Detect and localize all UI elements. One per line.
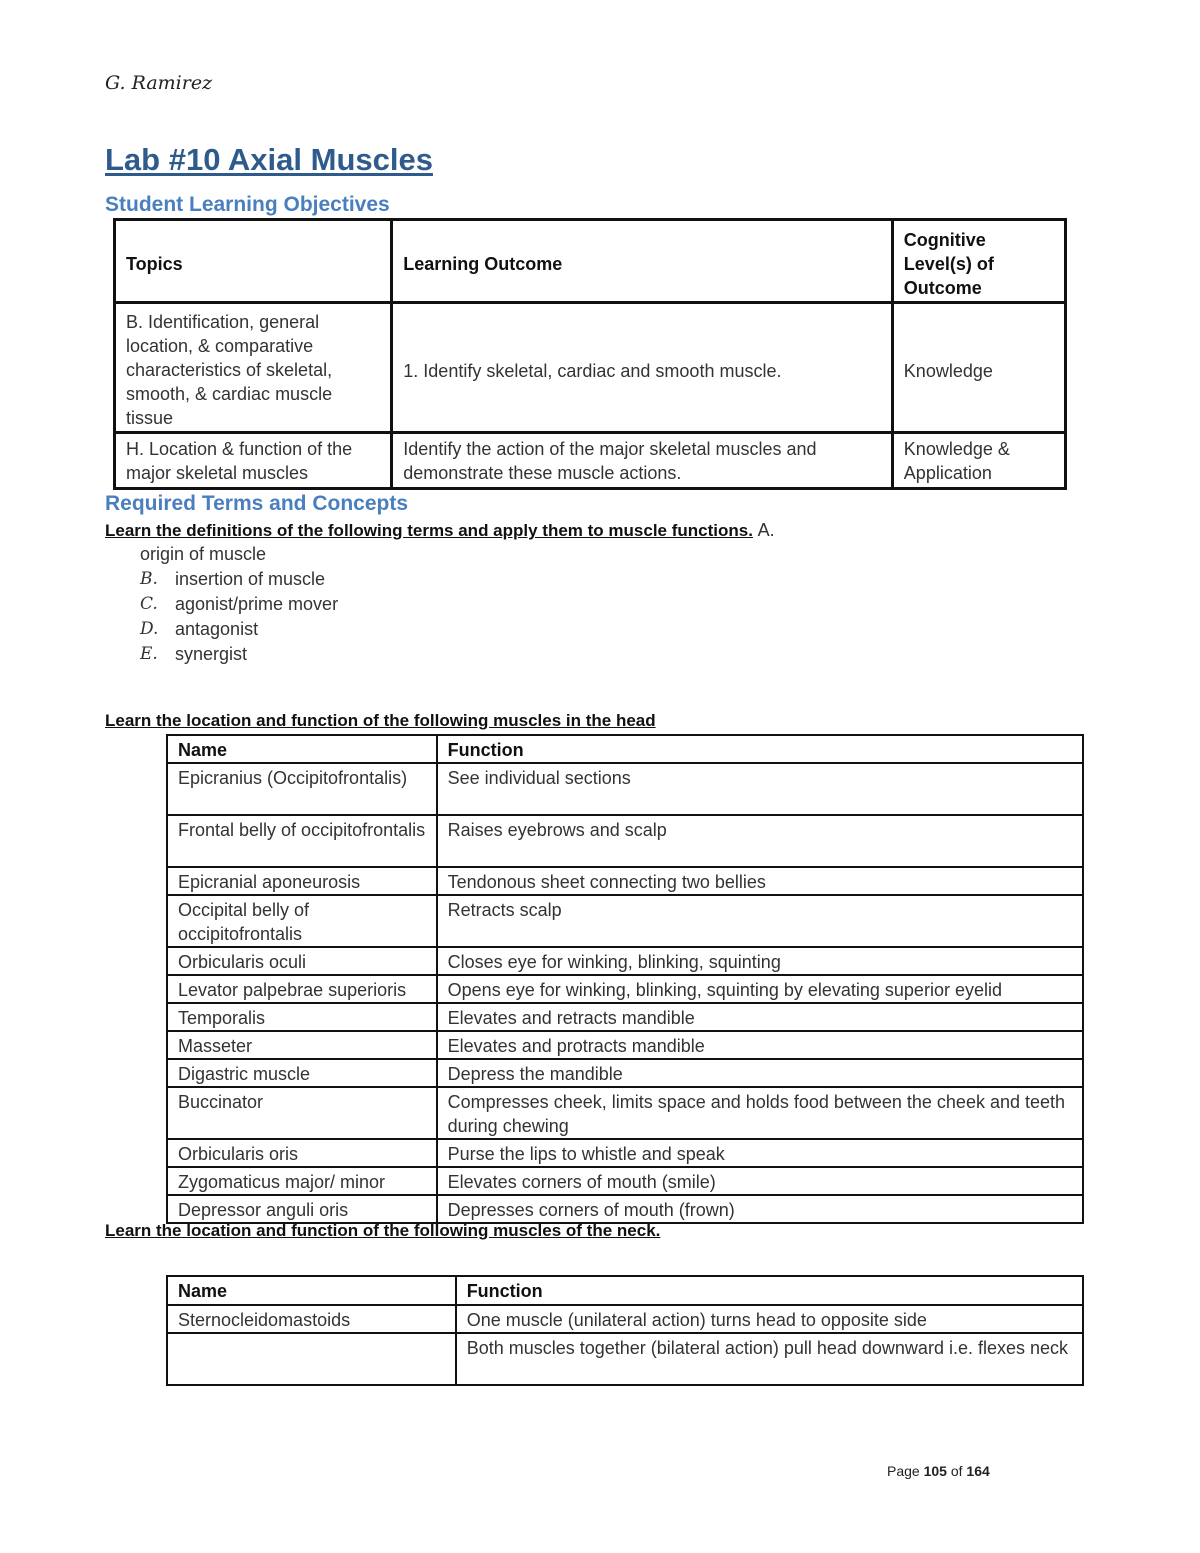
list-letter: D. <box>140 619 159 639</box>
table-cell: Raises eyebrows and scalp <box>437 815 1083 867</box>
table-cell: Purse the lips to whistle and speak <box>437 1139 1083 1167</box>
table-cell: Orbicularis oris <box>167 1139 437 1167</box>
terms-heading: Required Terms and Concepts <box>105 492 409 515</box>
list-item-text: agonist/prime mover <box>175 594 339 614</box>
column-header: Cognitive Level(s) of Outcome <box>892 220 1065 303</box>
table-row <box>115 303 1066 433</box>
table-cell: Tendonous sheet connecting two bellies <box>437 867 1083 895</box>
table-cell: Epicranial aponeurosis <box>167 867 437 895</box>
table-cell: Elevates and protracts mandible <box>437 1031 1083 1059</box>
neck-muscles-instruction: Learn the location and function of the following muscles of the neck. <box>105 1221 661 1240</box>
table-cell: Elevates corners of mouth (smile) <box>437 1167 1083 1195</box>
list-letter: E. <box>140 644 158 664</box>
list-item <box>140 592 338 617</box>
table-cell: Closes eye for winking, blinking, squinting <box>437 947 1083 975</box>
column-header: Topics <box>115 220 392 303</box>
table-cell: Digastric muscle <box>167 1059 437 1087</box>
table-header-row <box>167 735 1083 763</box>
table-cell: Depresses corners of mouth (frown) <box>437 1195 1083 1223</box>
table-cell: One muscle (unilateral action) turns head to opposite side <box>456 1305 1083 1333</box>
table-row <box>167 1139 1083 1167</box>
table-cell: See individual sections <box>437 763 1083 815</box>
list-item <box>140 542 338 567</box>
table-cell: 1. Identify skeletal, cardiac and smooth muscle. <box>392 303 893 433</box>
table-row <box>167 1031 1083 1059</box>
table-cell: Sternocleidomastoids <box>167 1305 456 1333</box>
table-row <box>167 1167 1083 1195</box>
page-title: Lab #10 Axial Muscles <box>105 142 433 177</box>
table-row <box>167 895 1083 947</box>
table-cell: Frontal belly of occipitofrontalis <box>167 815 437 867</box>
list-item <box>140 567 338 592</box>
column-header: Function <box>456 1276 1083 1305</box>
table-cell: H. Location & function of the major skeletal muscles <box>115 433 392 489</box>
column-header: Learning Outcome <box>392 220 893 303</box>
objectives-heading: Student Learning Objectives <box>105 193 390 216</box>
terms-list <box>140 542 338 667</box>
table-cell: Retracts scalp <box>437 895 1083 947</box>
table-row <box>167 1333 1083 1385</box>
table-cell: Depress the mandible <box>437 1059 1083 1087</box>
list-item-text: antagonist <box>175 619 259 639</box>
head-muscles-instruction: Learn the location and function of the following muscles in the head <box>105 711 656 730</box>
table-row <box>167 1195 1083 1223</box>
table-cell: Occipital belly of occipitofrontalis <box>167 895 437 947</box>
table-cell: Depressor anguli oris <box>167 1195 437 1223</box>
column-header: Function <box>437 735 1083 763</box>
table-header-row <box>167 1276 1083 1305</box>
table-cell: Buccinator <box>167 1087 437 1139</box>
terms-instruction-line <box>105 520 775 541</box>
table-cell: Orbicularis oculi <box>167 947 437 975</box>
table-cell: Compresses cheek, limits space and holds food between the cheek and teeth during chewing <box>437 1087 1083 1139</box>
terms-instruction: Learn the definitions of the following terms and apply them to muscle functions. <box>105 521 753 540</box>
table-row <box>167 867 1083 895</box>
page-of-label: of <box>950 1463 963 1479</box>
objectives-table <box>113 218 1067 490</box>
neck-muscles-table <box>166 1275 1084 1386</box>
current-page-number: 105 <box>923 1463 947 1479</box>
table-row <box>167 1003 1083 1031</box>
table-cell: Levator palpebrae superioris <box>167 975 437 1003</box>
table-header-row <box>115 220 1066 303</box>
author-name: G. Ramirez <box>105 72 213 94</box>
table-row <box>115 433 1066 489</box>
table-cell: Temporalis <box>167 1003 437 1031</box>
table-cell: Masseter <box>167 1031 437 1059</box>
total-pages-number: 164 <box>966 1463 990 1479</box>
list-item-text: synergist <box>175 644 248 664</box>
list-letter: B. <box>140 569 158 589</box>
list-item-text: origin of muscle <box>140 544 267 564</box>
table-cell: Identify the action of the major skeletal muscles and demonstrate these muscle actions. <box>392 433 893 489</box>
list-item-text: insertion of muscle <box>175 569 326 589</box>
table-row <box>167 763 1083 815</box>
table-cell: Epicranius (Occipitofrontalis) <box>167 763 437 815</box>
table-row <box>167 1059 1083 1087</box>
column-header: Name <box>167 735 437 763</box>
table-cell: Both muscles together (bilateral action) pull head downward i.e. flexes neck <box>456 1333 1083 1385</box>
list-item <box>140 617 338 642</box>
table-row <box>167 947 1083 975</box>
table-cell: Opens eye for winking, blinking, squinting by elevating superior eyelid <box>437 975 1083 1003</box>
list-item <box>140 642 338 667</box>
page-label: Page <box>887 1463 920 1479</box>
table-row <box>167 975 1083 1003</box>
table-cell: Knowledge & Application <box>892 433 1065 489</box>
table-row <box>167 1087 1083 1139</box>
table-cell: Knowledge <box>892 303 1065 433</box>
table-cell: Elevates and retracts mandible <box>437 1003 1083 1031</box>
table-row <box>167 1305 1083 1333</box>
column-header: Name <box>167 1276 456 1305</box>
table-cell: B. Identification, general location, & comparative characteristics of skeletal, smooth, & cardiac muscle tissue <box>115 303 392 433</box>
table-cell <box>167 1333 456 1385</box>
table-cell: Zygomaticus major/ minor <box>167 1167 437 1195</box>
page-footer <box>887 1463 990 1479</box>
table-row <box>167 815 1083 867</box>
list-letter: C. <box>140 594 158 614</box>
list-letter: A. <box>757 520 775 540</box>
head-muscles-table <box>166 734 1084 1224</box>
